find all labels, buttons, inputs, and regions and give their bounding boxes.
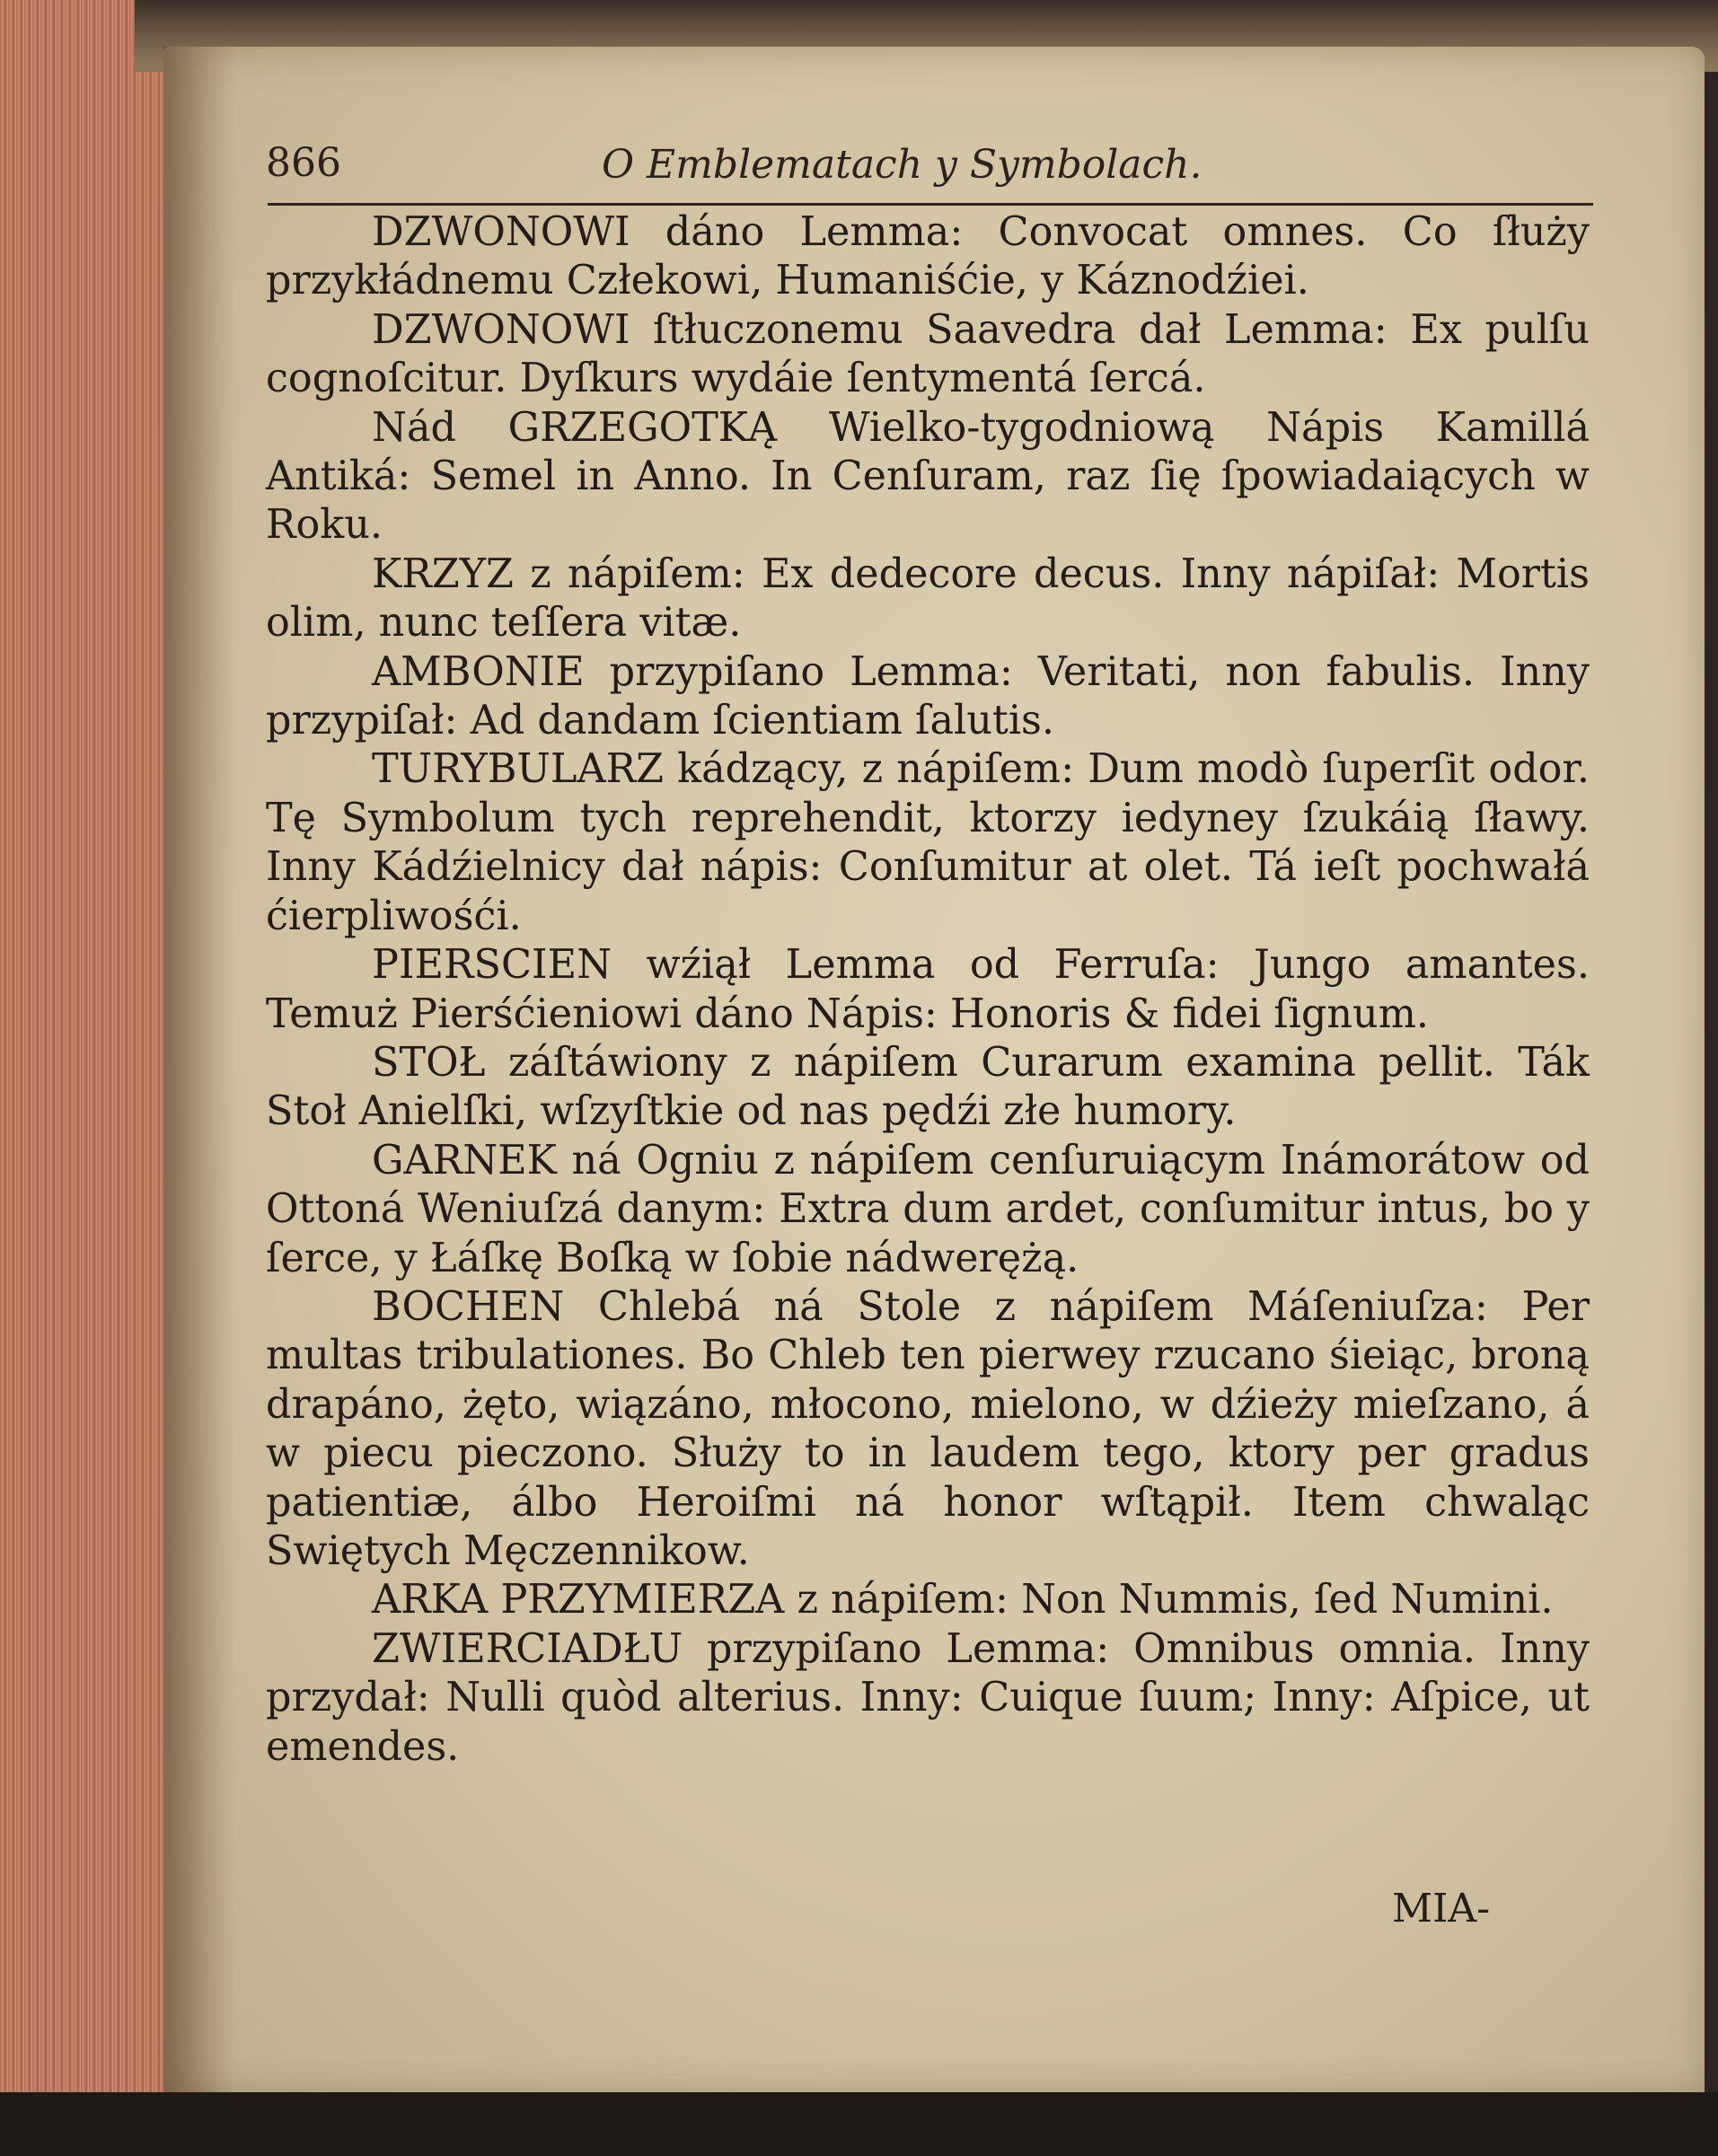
entry-dzwon-broken: DZWONOWI ſtłuczonemu Saavedra dał Lemma: Ex pulſu cognoſcitur. Dyſkurs wydáie ſentymentá ſercá. [266,306,1590,402]
catchword: MIA- [1392,1886,1491,1932]
entry-stol: STOŁ záſtáwiony z nápiſem Curarum examina pellit. Ták Stoł Anielſki, wſzyſtkie od nas pędźi złe humory. [266,1039,1590,1135]
entry-bochen: BOCHEN Chlebá ná Stole z nápiſem Máſeniuſza: Per multas tribulationes. Bo Chleb ten pierwey rzucano śieiąc, broną drapáno, żęto, wiązáno, młocono, mielono, w dźieży mieſzano, á w piecu pieczono. Służy to in laudem tego, ktory per gradus patientiæ, álbo Heroiſmi ná honor wſtąpił. Item chwaląc Swiętych Męczennikow. [266,1283,1590,1574]
background-bottom [0,2092,1718,2156]
spine-shadow [163,47,235,2112]
page-edges [0,0,171,2156]
entry-krzyz: KRZYZ z nápiſem: Ex dedecore decus. Inny nápiſał: Mortis olim, nunc teſſera vitæ. [266,550,1590,647]
body-text [266,208,1590,1772]
page-header [266,136,1595,199]
entry-pierscien: PIERSCIEN wźiął Lemma od Ferruſa: Jungo amantes. Temuż Pierśćieniowi dáno Nápis: Honoris & fidei ſignum. [266,942,1590,1037]
entry-grzegotka: Nád GRZEGOTKĄ Wielko-tygodniową Nápis Kamillá Antiká: Semel in Anno. In Cenſuram, raz ſię ſpowiadaiących w Roku. [266,404,1590,549]
entry-garnek: GARNEK ná Ogniu z nápiſem cenſuruiącym Inámorátow od Ottoná Weniuſzá danym: Extra dum ardet, conſumitur intus, bo y ſerce, y Łáſkę Boſką w ſobie nádwerężą. [266,1137,1590,1281]
page-number: 866 [266,140,341,186]
entry-arka: ARKA PRZYMIERZA z nápiſem: Non Nummis, ſed Numini. [372,1577,1554,1624]
entry-zwierciadlo: ZWIERCIADŁU przypiſano Lemma: Omnibus omnia. Inny przydał: Nulli quòd alterius. Inny: Cuique ſuum; Inny: Aſpice, ut emendes. [266,1625,1590,1770]
entry-ambona: AMBONIE przypiſano Lemma: Veritati, non fabulis. Inny przypiſał: Ad dandam ſcientiam ſalutis. [266,648,1590,744]
running-title: O Emblematach y Symbolach. [602,142,1203,188]
header-rule [268,203,1593,206]
entry-turybularz: TURYBULARZ kádzący, z nápiſem: Dum modò ſuperſit odor. Tę Symbolum tych reprehendit, ktorzy iedyney ſzukáią ſławy. Inny Kádźielnicy dał nápis: Conſumitur at olet. Tá ieſt pochwałá ćierpliwośći. [266,746,1590,939]
entry-dzwon: DZWONOWI dáno Lemma: Convocat omnes. Co ſłuży przykłádnemu Człekowi, Humaniśćie, y Káznodźiei. [266,209,1590,304]
